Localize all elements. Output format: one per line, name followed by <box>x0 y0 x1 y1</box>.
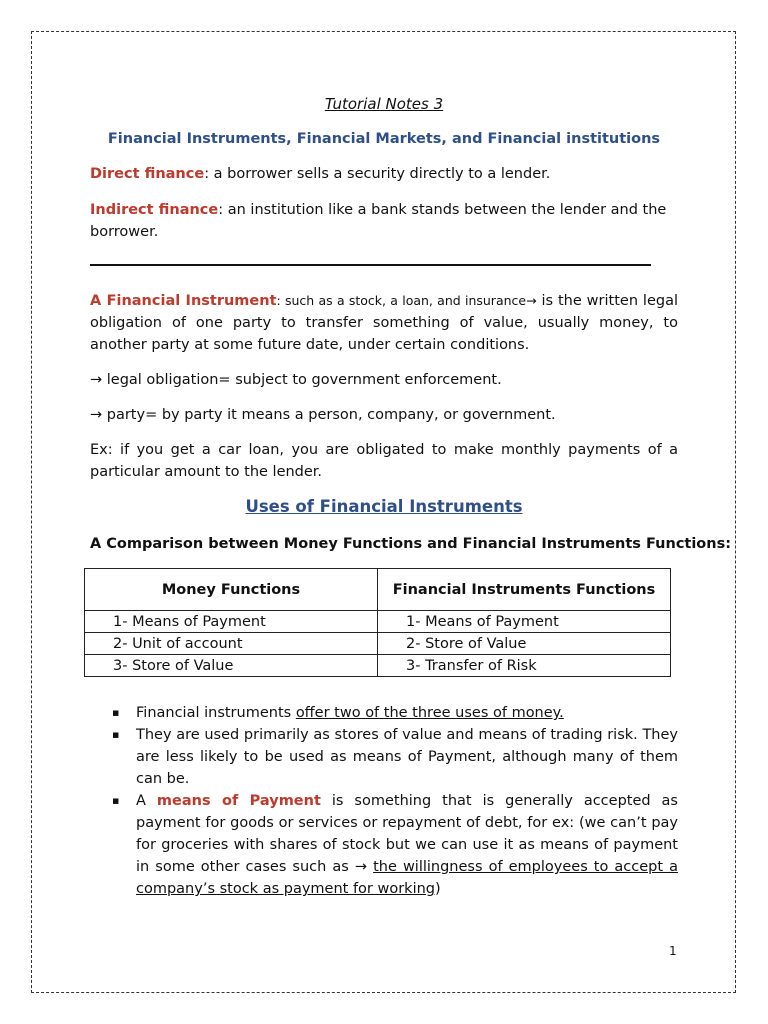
comparison-heading: A Comparison between Money Functions and Financial Instruments Functions: <box>90 536 732 552</box>
direct-finance-definition: : a borrower sells a security directly to a lender. <box>204 166 551 182</box>
bullet-text: They are used primarily as stores of value and means of trading risk. They are less likely to be used as means of Payment, although many of them can be. <box>136 727 678 787</box>
horizontal-rule <box>90 264 651 266</box>
direct-finance-term: Direct finance <box>90 166 205 182</box>
table-cell: 2- Store of Value <box>378 633 671 655</box>
table-header-instruments: Financial Instruments Functions <box>378 569 671 611</box>
financial-instrument-term: A Financial Instrument <box>90 293 277 309</box>
page-subtitle: Financial Instruments, Financial Markets, and Financial institutions <box>107 131 661 147</box>
indirect-finance-term: Indirect finance <box>90 202 219 218</box>
bullet-text: A <box>136 793 157 809</box>
bullet-marker-icon: ▪ <box>112 706 120 719</box>
table-header-money: Money Functions <box>85 569 378 611</box>
bullet-underlined-text: offer two of the three uses of money. <box>295 705 564 721</box>
financial-instrument-examples: : such as a stock, a loan, and insurance→ <box>276 293 537 308</box>
bullet-text: Financial instruments <box>136 705 296 721</box>
bullet-marker-icon: ▪ <box>112 794 120 807</box>
table-cell: 3- Store of Value <box>85 655 378 677</box>
party-note: → party= by party it means a person, company, or government. <box>90 407 556 423</box>
list-item <box>112 724 678 790</box>
table-cell: 1- Means of Payment <box>378 611 671 633</box>
car-loan-example: Ex: if you get a car loan, you are obligated to make monthly payments of a particular amount to the lender. <box>90 442 678 480</box>
table-header-row <box>85 569 671 611</box>
page-title: Tutorial Notes 3 <box>324 95 444 113</box>
table-cell: 1- Means of Payment <box>85 611 378 633</box>
functions-comparison-table <box>84 568 671 677</box>
bullet-text: ) <box>435 881 441 897</box>
list-item <box>112 702 678 724</box>
bullet-text: is something that is generally accepted as payment for goods or services or repayment of debt, for ex: (we can’t pay for groceries with shares of stock but we can use it as means of payment in some other cases such as → <box>136 793 678 875</box>
table-row <box>85 633 671 655</box>
legal-obligation-note: → legal obligation= subject to government enforcement. <box>90 372 502 388</box>
bullet-underlined-text: the willingness of employees to accept a company’s stock as payment for working <box>136 859 678 897</box>
indirect-finance-definition: : an institution like a bank stands between the lender and the borrower. <box>90 202 667 240</box>
direct-finance-paragraph <box>90 163 678 185</box>
indirect-finance-paragraph <box>90 199 678 243</box>
table-row <box>85 655 671 677</box>
financial-instrument-paragraph <box>90 290 678 356</box>
section-heading: Uses of Financial Instruments <box>245 497 523 516</box>
bullet-marker-icon: ▪ <box>112 728 120 741</box>
financial-instrument-definition: is the written legal obligation of one party to transfer something of value, usually money, to another party at some future date, under certain conditions. <box>90 293 678 353</box>
table-cell: 2- Unit of account <box>85 633 378 655</box>
means-of-payment-term: means of Payment <box>156 793 321 809</box>
list-item <box>112 790 678 900</box>
table-cell: 3- Transfer of Risk <box>378 655 671 677</box>
bullet-list <box>112 702 678 900</box>
table-row <box>85 611 671 633</box>
page-number: 1 <box>669 944 677 958</box>
